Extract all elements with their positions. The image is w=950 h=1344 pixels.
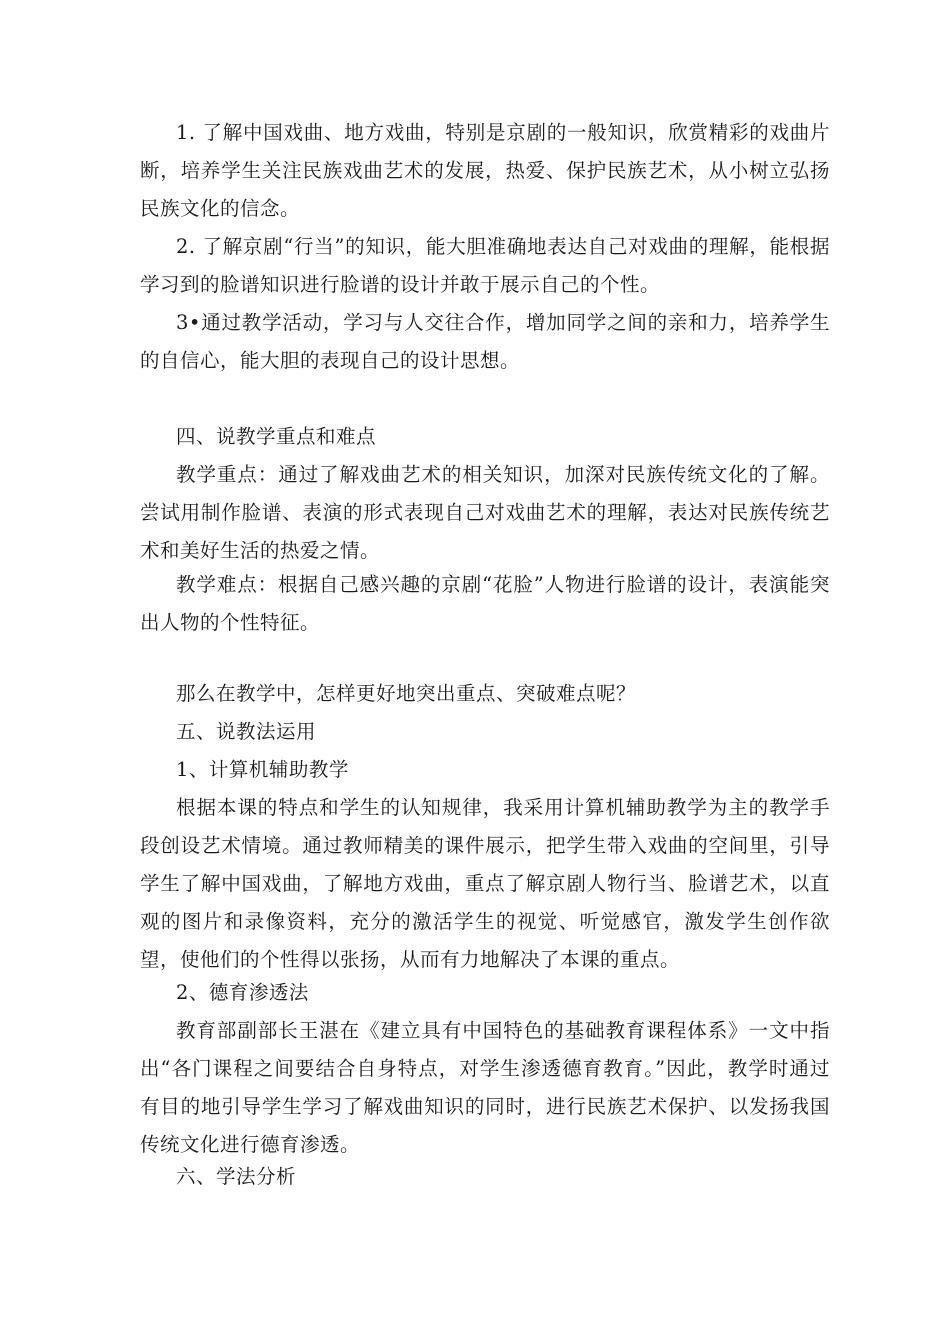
section-5-heading: 五、说教法运用 xyxy=(176,720,317,743)
objective-1-paragraph: 1. 了解中国戏曲、地方戏曲，特别是京剧的一般知识，欣赏精彩的戏曲片断，培养学生关注民族戏曲艺术的发展，热爱、保护民族艺术，从小树立弘扬民族文化的信念。 xyxy=(140,121,830,220)
section-4-heading: 四、说教学重点和难点 xyxy=(176,425,377,448)
teaching-focus-paragraph: 教学重点：通过了解戏曲艺术的相关知识，加深对民族传统文化的了解。尝试用制作脸谱、表演的形式表现自己对戏曲艺术的理解，表达对民族传统艺术和美好生活的热爱之情。 xyxy=(140,463,830,562)
objective-2-paragraph: 2. 了解京剧“行当”的知识，能大胆准确地表达自己对戏曲的理解，能根据学习到的脸谱知识进行脸谱的设计并敢于展示自己的个性。 xyxy=(140,235,830,296)
method-1-paragraph: 根据本课的特点和学生的认知规律，我采用计算机辅助教学为主的教学手段创设艺术情境。通过教师精美的课件展示，把学生带入戏曲的空间里，引导学生了解中国戏曲，了解地方戏曲，重点了解京剧人物行当、脸谱艺术，以直观的图片和录像资料，充分的激活学生的视觉、听觉感官，激发学生创作欲望，使他们的个性得以张扬，从而有力地解决了本课的重点。 xyxy=(140,796,830,971)
transition-question-paragraph: 那么在教学中，怎样更好地突出重点、突破难点呢？ xyxy=(176,682,637,705)
method-2-heading: 2、德育渗透法 xyxy=(176,981,309,1004)
section-6-heading: 六、学法分析 xyxy=(176,1165,297,1188)
method-1-heading: 1、计算机辅助教学 xyxy=(176,758,349,781)
method-2-paragraph: 教育部副部长王湛在《建立具有中国特色的基础教育课程体系》一文中指出“各门课程之间要结合自身特点，对学生渗透德育教育。”因此，教学时通过有目的地引导学生学习了解戏曲知识的同时，进行民族艺术保护、以发扬我国传统文化进行德育渗透。 xyxy=(140,1019,830,1156)
objective-3-paragraph: 3•通过教学活动，学习与人交往合作，增加同学之间的亲和力，培养学生的自信心，能大胆的表现自己的设计思想。 xyxy=(140,311,830,372)
teaching-difficulty-paragraph: 教学难点：根据自己感兴趣的京剧“花脸”人物进行脸谱的设计，表演能突出人物的个性特征。 xyxy=(140,573,830,634)
